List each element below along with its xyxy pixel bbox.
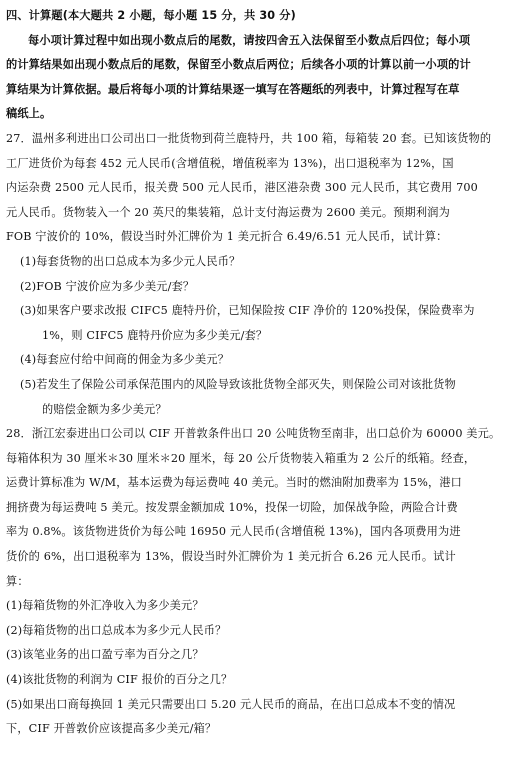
question-27-sub-5: (5)若发生了保险公司承保范围内的风险导致该批货物全部灭失，则保险公司对该批货物	[20, 377, 456, 391]
question-28-sub-1: (1)每箱货物的外汇净收入为多少美元？	[6, 599, 204, 613]
question-28-stem-line: 运费计算标准为 W/M，基本运费为每运费吨 40 美元。当时的燃油附加费率为 15%，港口	[6, 476, 462, 490]
question-27-sub-3: (3)如果客户要求改报 CIFC5 鹿特丹价，已知保险按 CIF 净价的 120%投保，保险费率为	[20, 304, 475, 318]
question-28-sub-2: (2)每箱货物的出口总成本为多少元人民币？	[6, 623, 227, 637]
question-28	[6, 422, 522, 742]
instruction-line: 的计算结果如出现小数点后的尾数，保留至小数点后两位；后续各小项的计算以前一小项的计	[6, 58, 471, 72]
instruction-line: 每小项计算过程中如出现小数点后的尾数，请按四舍五入法保留至小数点后四位；每小项	[28, 33, 471, 47]
question-27-stem-line: 27．温州多利进出口公司出口一批货物到荷兰鹿特丹，共 100 箱，每箱装 20 套。已知该货物的	[6, 131, 492, 145]
question-28-stem-line: 率为 0.8%。该货物进货价为每公吨 16950 元人民币(含增值税 13%)，国内各项费用为进	[6, 525, 461, 539]
question-27	[6, 127, 522, 422]
question-27-sub-5-cont: 的赔偿金额为多少美元？	[42, 402, 167, 416]
question-28-sub-3: (3)该笔业务的出口盈亏率为百分之几？	[6, 648, 204, 662]
question-28-stem-line: 货价的 6%，出口退税率为 13%，假设当时外汇牌价为 1 美元折合 6.26 元人民币。试计	[6, 550, 456, 564]
question-27-sub-1: (1)每套货物的出口总成本为多少元人民币？	[20, 254, 241, 268]
question-27-sub-4: (4)每套应付给中间商的佣金为多少美元？	[20, 353, 230, 367]
section-title: 四、计算题(本大题共 2 小题，每小题 15 分，共 30 分)	[6, 9, 296, 22]
question-28-stem-line: 28．浙江宏泰进出口公司以 CIF 开普敦条件出口 20 公吨货物至南非，出口总价为 60000 美元。	[6, 427, 501, 441]
question-28-sub-5: (5)如果出口商每换回 1 美元只需要出口 5.20 元人民币的商品，在出口总成本不变的情况	[6, 697, 456, 711]
instruction-line: 稿纸上。	[6, 107, 52, 121]
question-28-sub-4: (4)该批货物的利润为 CIF 报价的百分之几？	[6, 673, 233, 687]
question-28-stem-line: 拥挤费为每运费吨 5 美元。按发票金额加成 10%，投保一切险，加保战争险，两险合计费	[6, 500, 458, 514]
question-27-sub-2: (2)FOB 宁波价应为多少美元/套？	[20, 279, 195, 293]
question-28-sub-5-cont: 下，CIF 开普敦价应该提高多少美元/箱？	[6, 722, 217, 736]
question-28-stem-line: 每箱体积为 30 厘米＊30 厘米＊20 厘米，每 20 公斤货物装入箱重为 2 公斤的纸箱。经查，	[6, 451, 476, 465]
instructions	[6, 29, 522, 127]
instruction-line: 算结果为计算依据。最后将每小项的计算结果逐一填写在答题纸的列表中，计算过程写在草	[6, 82, 460, 96]
question-27-sub-3-cont: 1%，则 CIFC5 鹿特丹价应为多少美元/套？	[42, 328, 268, 342]
question-28-stem-line: 算：	[6, 574, 29, 588]
question-27-stem-line: 工厂进货价为每套 452 元人民币(含增值税，增值税率为 13%)，出口退税率为 12%，国	[6, 156, 454, 170]
question-27-stem-line: FOB 宁波价的 10%，假设当时外汇牌价为 1 美元折合 6.49/6.51 元人民币，试计算：	[6, 230, 448, 244]
question-27-stem-line: 内运杂费 2500 元人民币，报关费 500 元人民币，港区港杂费 300 元人民币，其它费用 700	[6, 181, 478, 195]
question-27-stem-line: 元人民币。货物装入一个 20 英尺的集装箱，总计支付海运费为 2600 美元。预期利润为	[6, 205, 450, 219]
